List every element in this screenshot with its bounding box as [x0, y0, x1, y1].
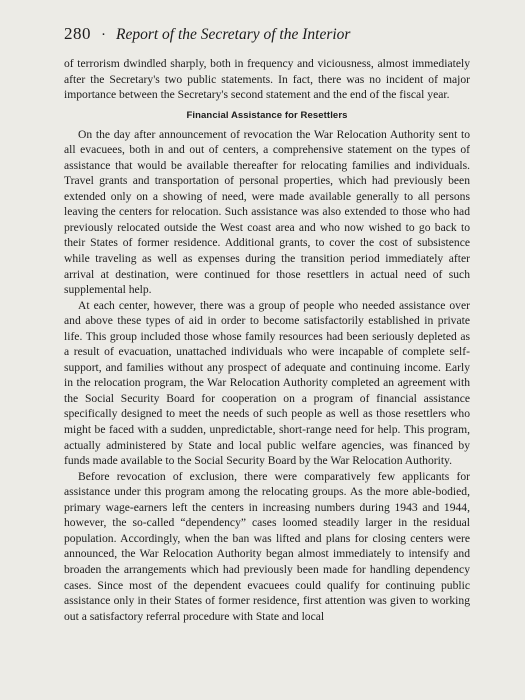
header-separator: ·: [101, 27, 106, 43]
paragraph-1: On the day after announcement of revocation the War Relocation Authority sent to all evacuees, both in and out of centers, a comprehensive statement on the types of assistance that would be available thereafter for relocating families and individuals. Travel grants and transportation of personal properties, which had previously been extended only on a showing of need, were made available generally to all persons leaving the centers for relocation. Such assistance was also extended to those who had previously relocated outside the West coast area and who now wished to go back to their States of former residence. Additional grants, to cover the cost of subsistence while traveling as well as expenses during the transition period immediately after arrival at destination, were continued for those resettlers in actual need of such supplemental help.: [64, 127, 470, 297]
section-heading: Financial Assistance for Resettlers: [186, 109, 348, 121]
body-text: [64, 56, 470, 624]
running-head: [64, 24, 483, 46]
paragraph-3: Before revocation of exclusion, there were comparatively few applicants for assistance under this program among the relocating groups. As the more able-bodied, primary wage-earners left the centers in increasing numbers during 1943 and 1944, however, the so-called “dependency” cases loomed steadily larger in the residual population. Accordingly, when the ban was lifted and plans for closing centers were announced, the War Relocation Authority began almost immediately to intensify and broaden the arrangements which had previously been made for handling dependency cases. Since most of the dependent evacuees could qualify for continuing public assistance only in their States of former residence, first attention was given to working out a satisfactory referral procedure with State and local: [64, 469, 470, 623]
running-title: Report of the Secretary of the Interior: [116, 26, 351, 43]
paragraph-2: At each center, however, there was a group of people who needed assistance over and above these types of aid in order to become satisfactorily established in private life. This group included those whose family resources had been seriously depleted as a result of evacuation, unattached individuals who were incapable of complete self-support, and families without any prospect of adequate and continuing income. Early in the relocation program, the War Relocation Authority completed an agreement with the Social Security Board for cooperation on a program of financial assistance specifically designed to meet the needs of such people as well as those resettlers who might be faced with a sudden, unpredictable, short-range need for help. This program, actually administered by State and local public welfare agencies, was financed by funds made available to the Social Security Board by the War Relocation Authority.: [64, 298, 470, 468]
opening-paragraph: of terrorism dwindled sharply, both in frequency and viciousness, almost immediately after the Secretary's two public statements. In fact, there was no incident of major importance between the Secretary's second statement and the end of the fiscal year.: [64, 57, 470, 102]
page-number: 280: [64, 24, 91, 43]
